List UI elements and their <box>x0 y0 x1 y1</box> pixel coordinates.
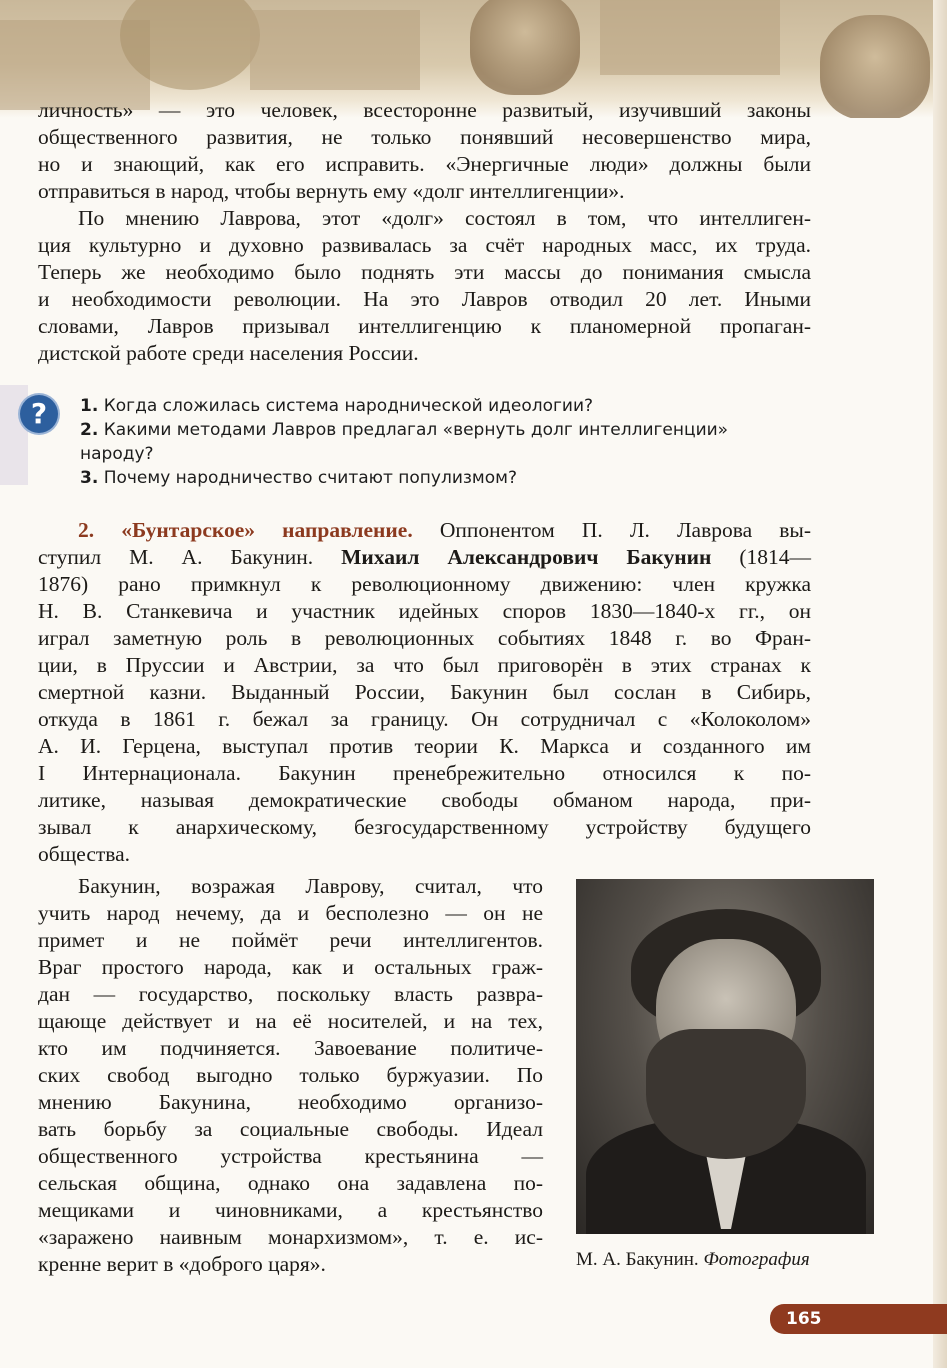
text-line: вать борьбу за социальные свободы. Идеал <box>38 1117 543 1141</box>
question-mark-icon: ? <box>20 395 58 433</box>
text-line: мнению Бакунина, необходимо организо- <box>38 1090 543 1114</box>
question-text: Когда сложилась система народнической идеологии? <box>103 396 594 416</box>
text-line: 1876) рано примкнул к революционному движению: член кружка <box>38 572 811 596</box>
question-item <box>80 394 810 418</box>
text-line: общества. <box>38 842 131 866</box>
intro-paragraph <box>38 97 811 205</box>
question-item <box>80 418 810 442</box>
lavrov-paragraph <box>38 205 811 367</box>
question-item <box>80 466 810 490</box>
text-line: Теперь же необходимо было поднять эти массы до понимания смысла <box>38 260 811 284</box>
question-number: 3. <box>80 468 99 488</box>
text-line <box>38 544 811 571</box>
bakunin-portrait-photo <box>576 879 874 1234</box>
text-line: ция культурно и духовно развивалась за счёт народных масс, их труда. <box>38 233 811 257</box>
text-line: Бакунин, возражая Лаврову, считал, что <box>78 874 543 898</box>
question-text: Почему народничество считают популизмом? <box>103 468 517 488</box>
text-line: щающе действует и на её носителей, и на тех, <box>38 1009 543 1033</box>
page-number-tab <box>770 1304 947 1334</box>
question-sidebar-stripe <box>0 385 28 485</box>
text-line: I Интернационала. Бакунин пренебрежительно относился к по- <box>38 761 811 785</box>
text-line: Враг простого народа, как и остальных граж- <box>38 955 543 979</box>
text-line: личность» — это человек, всесторонне развитый, изучивший законы <box>38 98 811 122</box>
page-edge <box>933 0 947 1368</box>
photo-caption <box>576 1248 876 1272</box>
text-line: смертной казни. Выданный России, Бакунин был сослан в Сибирь, <box>38 680 811 704</box>
text-line: сельская община, однако она задавлена по- <box>38 1171 543 1195</box>
person-name-bold: Михаил Александрович Бакунин <box>341 545 712 569</box>
text-line: словами, Лавров призывал интеллигенцию к планомерной пропаган- <box>38 314 811 338</box>
review-questions <box>80 394 810 490</box>
text-line: общественного развития, не только понявший несовершенство мира, <box>38 125 811 149</box>
text-line: «заражено наивным монархизмом», т. е. ис- <box>38 1225 543 1249</box>
section2-paragraph <box>38 517 811 868</box>
text-line: ции, в Пруссии и Австрии, за что был приговорён в этих странах к <box>38 653 811 677</box>
caption-name: М. А. Бакунин. <box>576 1249 699 1270</box>
text-line: откуда в 1861 г. бежал за границу. Он сотрудничал с «Колоколом» <box>38 707 811 731</box>
text-line: и необходимости революции. На это Лавров отводил 20 лет. Иными <box>38 287 811 311</box>
text-span: ступил М. А. Бакунин. <box>38 545 314 569</box>
text-line: Н. В. Станкевича и участник идейных споров 1830—1840-х гг., он <box>38 599 811 623</box>
text-line: зывал к анархическому, безгосударственному устройству будущего <box>38 815 811 839</box>
text-line: примет и не поймёт речи интеллигентов. <box>38 928 543 952</box>
question-number: 2. <box>80 420 99 440</box>
text-line: дан — государство, поскольку власть развра- <box>38 982 543 1006</box>
text-line: ских свобод выгодно только буржуазии. По <box>38 1063 543 1087</box>
bakunin-paragraph <box>38 873 543 1278</box>
text-line: играл заметную роль в революционных событиях 1848 г. во Фран- <box>38 626 811 650</box>
text-line: А. И. Герцена, выступал против теории К. Маркса и созданного им <box>38 734 811 758</box>
text-line: литике, называя демократические свободы обманом народа, при- <box>38 788 811 812</box>
text-line: По мнению Лаврова, этот «долг» состоял в том, что интеллиген- <box>78 206 811 230</box>
text-line: учить народ нечему, да и бесполезно — он не <box>38 901 543 925</box>
text-span: (1814— <box>739 545 812 569</box>
question-continuation: народу? <box>80 444 154 464</box>
text-line: кто им подчиняется. Завоевание политиче- <box>38 1036 543 1060</box>
caption-type: Фотография <box>703 1249 810 1270</box>
text-line: дистской работе среди населения России. <box>38 341 419 365</box>
page-number: 165 <box>786 1309 822 1329</box>
text-span: Оппонентом П. Л. Лаврова вы- <box>439 518 812 542</box>
section-heading: 2. «Бунтарское» направление. <box>78 518 413 542</box>
text-line: отправиться в народ, чтобы вернуть ему «долг интеллигенции». <box>38 179 625 203</box>
text-line: но и знающий, как его исправить. «Энергичные люди» должны были <box>38 152 811 176</box>
text-line <box>38 517 811 544</box>
question-text: Какими методами Лавров предлагал «вернуть долг интеллигенции» <box>103 420 729 440</box>
text-line: общественного устройства крестьянина — <box>38 1144 543 1168</box>
text-line: мещиками и чиновниками, а крестьянство <box>38 1198 543 1222</box>
question-number: 1. <box>80 396 99 416</box>
text-line: кренне верит в «доброго царя». <box>38 1252 326 1276</box>
